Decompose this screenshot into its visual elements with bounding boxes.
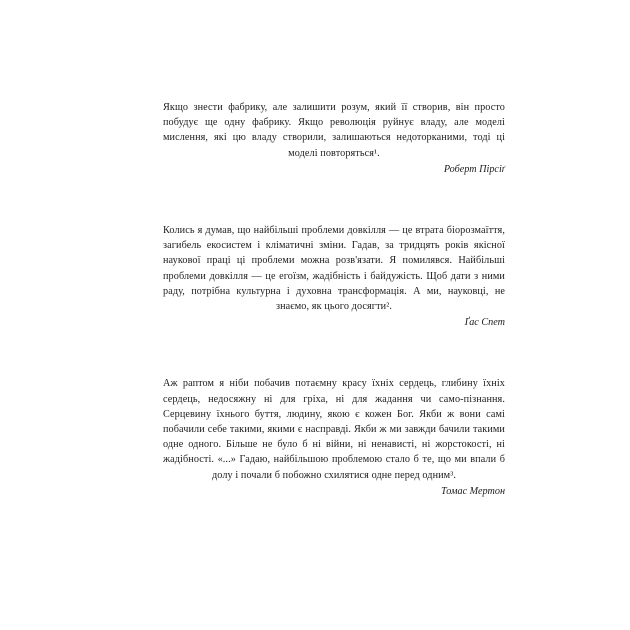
epigraph-block	[163, 376, 505, 499]
epigraph-author: Томас Мертон	[441, 485, 505, 497]
epigraph-author: Роберт Пірсіґ	[443, 163, 505, 175]
epigraph-author: Ґас Спет	[464, 317, 505, 329]
epigraph-text: Аж раптом я ніби побачив потаємну красу їхніх сердець, глибину їхніх сердець, недосяжну ні для гріха, ні для жадання чи само-пізнання. Серцевину їхнього буття, людину, якою є кожен Бог. Якби ж вони самі побачили себе такими, якими є насправді. Якби ж ми завжди бачили такими одне одного. Більше не було б ні війни, ні ненависті, ні жорстокості, ні жадібності. «...» Гадаю, найбільшою проблемою стало б те, що ми впали б долу і почали б побожно схилятися одне перед одним³.	[163, 378, 505, 481]
epigraph-block	[163, 223, 505, 330]
epigraph-text: Якщо знести фабрику, але залишити розум, який її створив, він просто побудує ще одну фабрику. Якщо революція руйнує владу, але моделі мислення, які цю владу створили, залишаються недоторканими, тоді ці моделі повторяться¹.	[163, 102, 505, 159]
epigraph-block	[163, 100, 505, 177]
epigraph-text: Колись я думав, що найбільші проблеми довкілля — це втрата біорозмаїття, загибель екосистем і кліматичні зміни. Гадав, за тридцять років якісної наукової праці ці проблеми можна розв'язати. Я помилявся. Найбільші проблеми довкілля — це егоїзм, жадібність і байдужість. Щоб дати з ними раду, потрібна культурна і духовна трансформація. А ми, науковці, не знаємо, як цього досягти².	[163, 225, 505, 313]
